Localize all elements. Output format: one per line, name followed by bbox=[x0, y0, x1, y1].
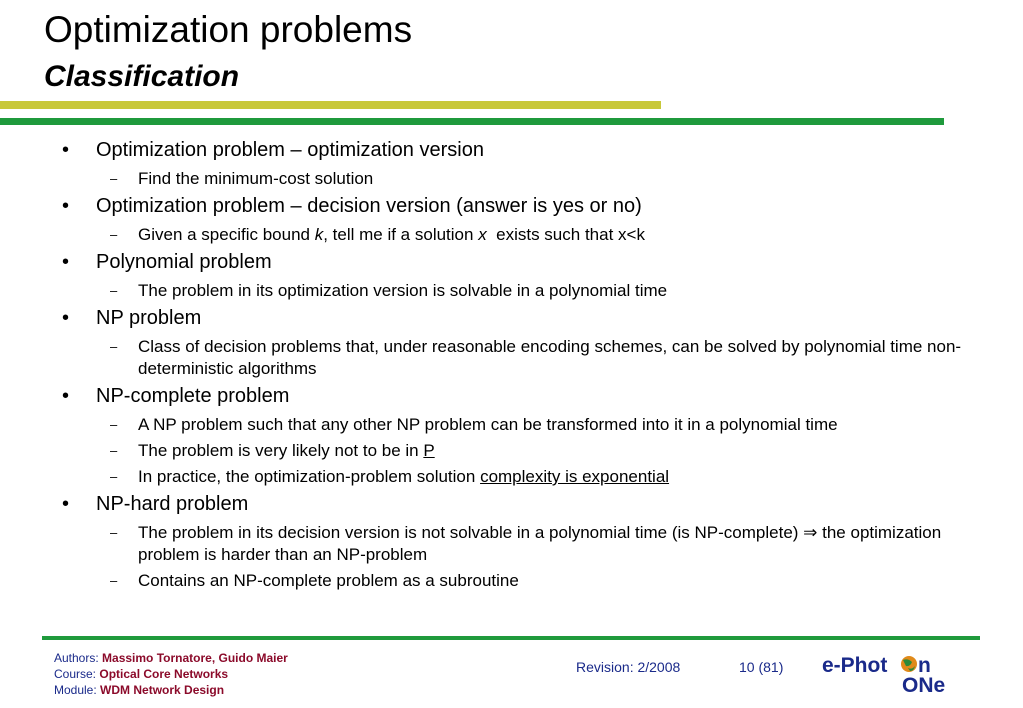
sub-bullet-item bbox=[0, 570, 968, 592]
olive-divider bbox=[0, 101, 661, 109]
slide-subtitle: Classification bbox=[44, 60, 240, 93]
sub-bullet-item bbox=[0, 168, 968, 190]
sub-bullet-text: In practice, the optimization-problem solution bbox=[138, 467, 481, 486]
page-number: 10 (81) bbox=[739, 659, 784, 675]
bullet-list bbox=[0, 134, 1023, 592]
green-divider bbox=[0, 118, 944, 125]
bullet-text: Optimization problem – optimization version bbox=[96, 139, 484, 161]
sub-bullet-item bbox=[0, 224, 968, 246]
bullet-marker: • bbox=[62, 251, 70, 273]
bullet-marker: • bbox=[62, 385, 70, 407]
sub-bullet-text: Find the minimum-cost solution bbox=[138, 169, 374, 188]
bullet-item bbox=[0, 305, 1023, 332]
footer-module bbox=[54, 683, 224, 698]
bullet-text: Polynomial problem bbox=[96, 251, 272, 273]
authors-value: Massimo Tornatore, Guido Maier bbox=[102, 651, 288, 665]
bullet-item bbox=[0, 383, 1023, 410]
underlined-phrase: complexity is exponential bbox=[480, 467, 670, 486]
revision-text: Revision: 2/2008 bbox=[576, 659, 681, 675]
bullet-item bbox=[0, 249, 1023, 276]
logo-text-2: n bbox=[918, 654, 931, 677]
sub-bullet-text: The problem in its decision version is not solvable in a polynomial time (is NP-complete) ⇒ the optimization problem is harder than an NP-problem bbox=[138, 523, 942, 564]
bullet-item bbox=[0, 193, 1023, 220]
logo-text-1: e-Phot bbox=[822, 654, 888, 677]
dash-marker: – bbox=[110, 339, 118, 354]
bullet-marker: • bbox=[62, 493, 70, 515]
course-value: Optical Core Networks bbox=[99, 667, 229, 681]
dash-marker: – bbox=[110, 283, 118, 298]
dash-marker: – bbox=[110, 171, 118, 186]
module-label: Module: bbox=[54, 683, 101, 697]
sub-bullet-text: Class of decision problems that, under reasonable encoding schemes, can be solved by polynomial time non-deterministic algorithms bbox=[138, 337, 962, 378]
slide-title: Optimization problems bbox=[44, 9, 413, 50]
bullet-marker: • bbox=[62, 139, 70, 161]
sub-bullet-text: The problem in its optimization version is solvable in a polynomial time bbox=[138, 281, 668, 300]
course-label: Course: bbox=[54, 667, 100, 681]
dash-marker: – bbox=[110, 573, 118, 588]
footer-authors bbox=[54, 651, 288, 666]
module-value: WDM Network Design bbox=[100, 683, 225, 697]
bullet-item bbox=[0, 491, 1023, 518]
e-photon-one-logo bbox=[822, 652, 962, 696]
class-p-link: P bbox=[423, 441, 435, 460]
dash-marker: – bbox=[110, 469, 118, 484]
footer-divider bbox=[42, 636, 980, 640]
var-k: k bbox=[314, 225, 324, 244]
dash-marker: – bbox=[110, 525, 118, 540]
sub-bullet-item bbox=[0, 336, 968, 380]
var-x: x bbox=[478, 225, 487, 244]
bullet-text: Optimization problem – decision version (answer is yes or no) bbox=[96, 195, 642, 217]
sub-bullet-item bbox=[0, 522, 968, 566]
sub-bullet-text-a: Given a specific bound bbox=[138, 225, 315, 244]
logo-text-3: ONe bbox=[902, 674, 946, 696]
bullet-text: NP-hard problem bbox=[96, 493, 249, 515]
bullet-item bbox=[0, 137, 1023, 164]
dash-marker: – bbox=[110, 417, 118, 432]
sub-bullet-text: A NP problem such that any other NP problem can be transformed into it in a polynomial time bbox=[138, 415, 838, 434]
sub-bullet-item bbox=[0, 440, 968, 462]
sub-bullet-text-c: exists such that x<k bbox=[486, 225, 645, 244]
dash-marker: – bbox=[110, 227, 118, 242]
sub-bullet-text: Contains an NP-complete problem as a subroutine bbox=[138, 571, 519, 590]
bullet-marker: • bbox=[62, 307, 70, 329]
sub-bullet-text-b: , tell me if a solution bbox=[323, 225, 479, 244]
bullet-marker: • bbox=[62, 195, 70, 217]
bullet-text: NP problem bbox=[96, 307, 202, 329]
dash-marker: – bbox=[110, 443, 118, 458]
sub-bullet-item bbox=[0, 466, 968, 488]
authors-label: Authors: bbox=[54, 651, 103, 665]
bullet-text: NP-complete problem bbox=[96, 385, 290, 407]
sub-bullet-item bbox=[0, 280, 968, 302]
footer-course bbox=[54, 667, 228, 682]
sub-bullet-item bbox=[0, 414, 968, 436]
sub-bullet-text: The problem is very likely not to be in bbox=[138, 441, 424, 460]
